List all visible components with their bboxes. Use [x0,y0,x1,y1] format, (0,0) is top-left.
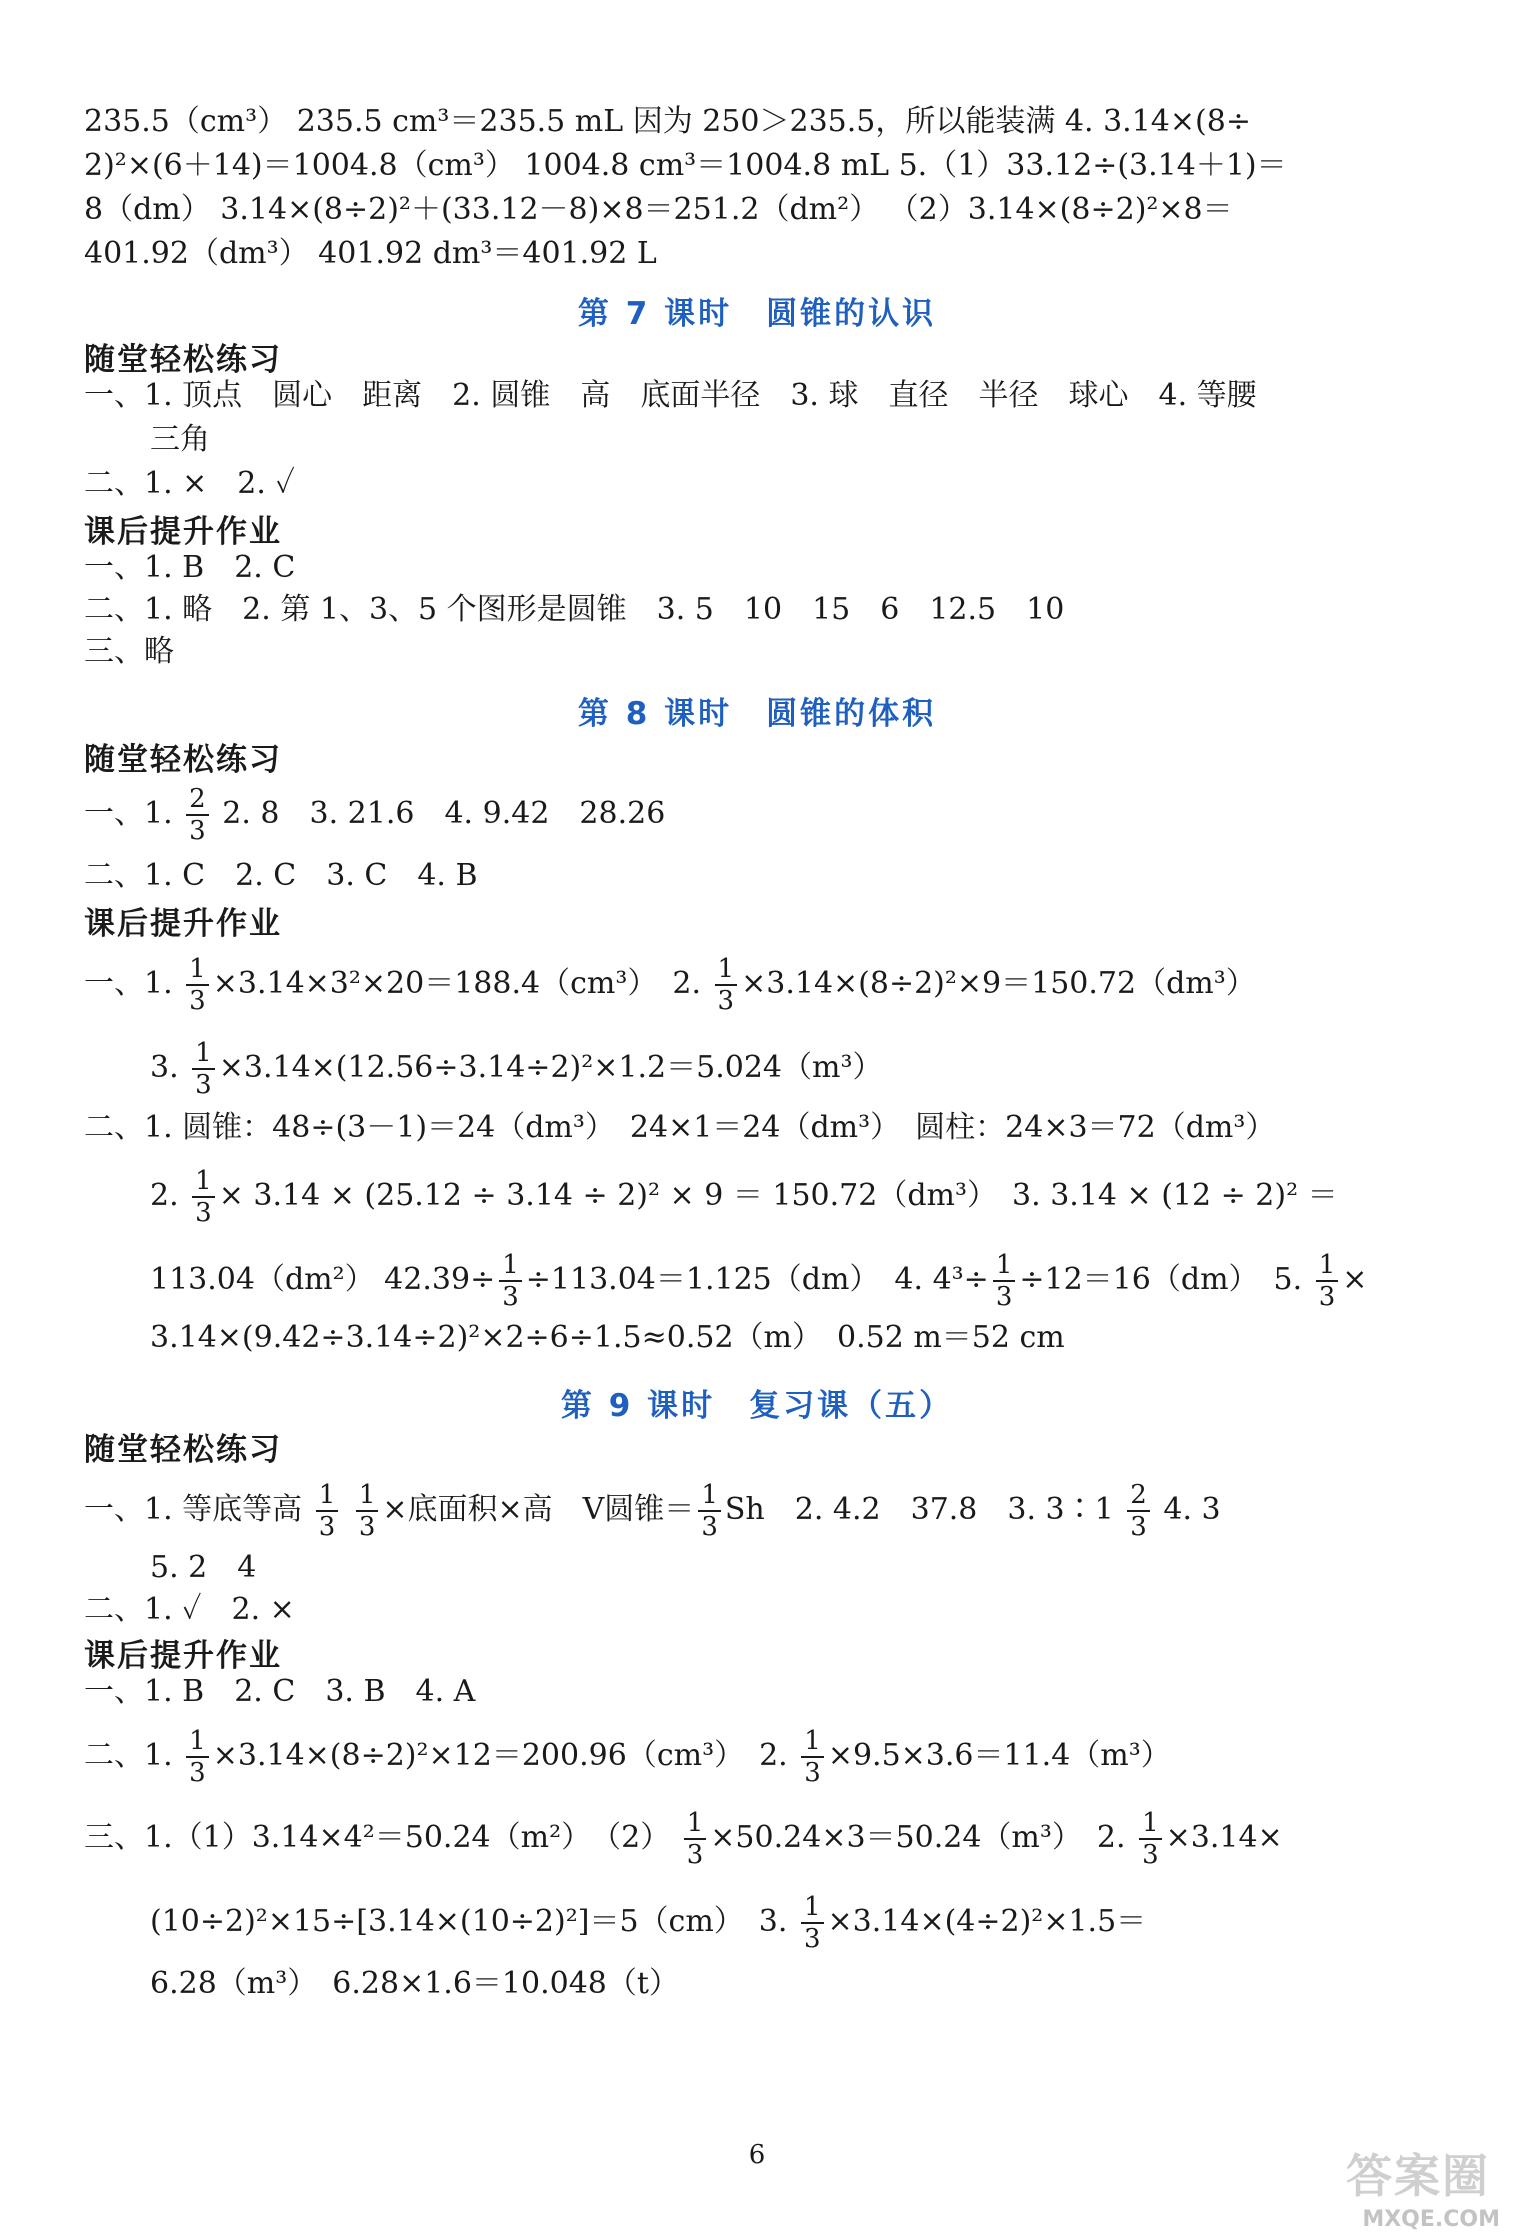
fraction [192,1168,215,1226]
frac-num: 1 [499,1252,522,1282]
watermark-site-text: MXQE.COM [1362,2207,1500,2232]
text-line [150,1894,1428,1952]
frac-num: 1 [186,1728,209,1758]
fraction [186,956,209,1014]
section-heading: 课后提升作业 [84,906,282,942]
frac-num: 1 [316,1482,339,1512]
text-seg: 一、1. 等底等高 [84,1492,303,1527]
frac-den: 3 [803,1924,821,1954]
text-line: 二、1. 圆锥：48÷(3－1)＝24（dm³） 24×1＝24（dm³） 圆柱：24×3＝72（dm³） [84,1110,1276,1145]
frac-den: 3 [189,816,206,846]
text-line: 二、1. 略 2. 第 1、3、5 个图形是圆锥 3. 5 10 15 6 12.5 10 [84,592,1065,627]
text-line [150,1252,1428,1310]
fraction [356,1482,379,1540]
frac-den: 3 [502,1282,519,1312]
frac-num: 1 [801,1728,824,1758]
text-line: 6.28（m³） 6.28×1.6＝10.048（t） [150,1966,679,2001]
frac-num: 1 [715,956,738,986]
frac-num: 2 [186,786,209,816]
text-seg: 一、1. [84,796,173,831]
frac-num: 1 [186,956,209,986]
section-heading: 随堂轻松练习 [84,342,282,378]
fraction [715,956,738,1014]
frac-den: 3 [1318,1282,1336,1312]
frac-den: 3 [195,1198,212,1228]
frac-den: 3 [701,1512,718,1542]
frac-num: 1 [1316,1252,1339,1282]
text-seg: ×3.14×(4÷2)²×1.5＝ [827,1904,1147,1939]
fraction [801,1728,824,1786]
text-seg: ×3.14×(8÷2)²×9＝150.72（dm³） [741,966,1256,1001]
text-seg: 4. 3 [1163,1492,1221,1527]
section-heading: 随堂轻松练习 [84,742,282,778]
fraction [192,1040,215,1098]
text-seg: 一、1. [84,966,173,1001]
text-line [84,786,1428,844]
frac-num: 1 [1139,1810,1162,1840]
text-seg: 三、1.（1）3.14×4²＝50.24（m²） （2） [84,1820,671,1855]
section-heading: 课后提升作业 [84,1638,282,1674]
lesson-9-title: 第 9 课时 复习课（五） [560,1388,954,1424]
frac-den: 3 [1142,1840,1159,1870]
text-line: 二、1. ✓ 2. × [84,1592,295,1627]
text-seg: ×9.5×3.6＝11.4（m³） [827,1738,1171,1773]
text-line: 5. 2 4 [150,1550,257,1585]
fraction [684,1810,707,1868]
frac-den: 3 [686,1840,704,1870]
text-line: 8（dm） 3.14×(8÷2)²＋(33.12－8)×8＝251.2（dm²） （2）3.14×(8÷2)²×8＝ [84,192,1233,227]
text-line [84,1810,1428,1868]
text-line: 235.5（cm³） 235.5 cm³＝235.5 mL 因为 250＞235.5，所以能装满 4. 3.14×(8÷ [84,104,1251,139]
fraction [1139,1810,1162,1868]
text-line [84,1728,1428,1786]
text-seg: 3. [150,1050,179,1085]
text-seg: ÷113.04＝1.125（dm） 4. 4³÷ [525,1262,989,1297]
fraction [316,1482,339,1540]
text-line: 二、1. C 2. C 3. C 4. B [84,858,478,893]
page-number: 6 [748,2140,766,2170]
fraction [499,1252,522,1310]
text-line [150,1040,1428,1098]
fraction [1127,1482,1150,1540]
frac-num: 1 [801,1894,824,1924]
text-seg: 2. [150,1178,179,1213]
frac-den: 3 [318,1512,336,1542]
frac-den: 3 [358,1512,376,1542]
fraction [186,1728,209,1786]
text-seg: × 3.14 × (25.12 ÷ 3.14 ÷ 2)² × 9 ＝ 150.72（dm³） 3. 3.14 × (12 ÷ 2)² ＝ [218,1178,1338,1213]
text-seg: (10÷2)²×15÷[3.14×(10÷2)²]＝5（cm） 3. [150,1904,788,1939]
text-line: 三角 [150,422,210,457]
section-heading: 课后提升作业 [84,514,282,550]
text-line: 二、1. × 2. ✓ [84,466,295,501]
text-line: 一、1. B 2. C 3. B 4. A [84,1674,476,1709]
fraction [993,1252,1016,1310]
frac-den: 3 [804,1758,821,1788]
frac-num: 1 [993,1252,1016,1282]
watermark-logo-text: 答案圈 [1346,2149,1490,2203]
text-line: 一、1. 顶点 圆心 距离 2. 圆锥 高 底面半径 3. 球 直径 半径 球心 4. 等腰 [84,378,1257,413]
text-seg: 113.04（dm²） 42.39÷ [150,1262,496,1297]
text-line: 401.92（dm³） 401.92 dm³＝401.92 L [84,236,657,271]
text-line [84,1482,1428,1540]
text-seg: ×3.14×(12.56÷3.14÷2)²×1.2＝5.024（m³） [218,1050,883,1085]
lesson-7-title: 第 7 课时 圆锥的认识 [577,296,937,332]
frac-num: 1 [698,1482,721,1512]
text-seg: ×3.14×3²×20＝188.4（cm³） 2. [212,966,701,1001]
fraction [801,1894,824,1952]
text-seg: 二、1. [84,1738,173,1773]
text-seg: Sh 2. 4.2 37.8 3. 3∶1 [724,1492,1114,1527]
text-line [84,956,1428,1014]
fraction [698,1482,721,1540]
frac-num: 1 [684,1810,707,1840]
text-seg: 2. 8 3. 21.6 4. 9.42 28.26 [222,796,666,831]
watermark-logo [1310,2140,1500,2236]
text-line: 三、略 [84,634,174,669]
frac-den: 3 [995,1282,1013,1312]
frac-num: 1 [356,1482,379,1512]
frac-den: 3 [717,986,735,1016]
frac-den: 3 [189,986,206,1016]
text-seg: ÷12＝16（dm） 5. [1019,1262,1303,1297]
fraction [186,786,209,844]
text-line: 3.14×(9.42÷3.14÷2)²×2÷6÷1.5≈0.52（m） 0.52 m＝52 cm [150,1320,1065,1355]
frac-num: 1 [192,1168,215,1198]
frac-num: 1 [192,1040,215,1070]
text-seg: ×3.14×(8÷2)²×12＝200.96（cm³） 2. [212,1738,788,1773]
text-seg: ×底面积×高 V圆锥＝ [382,1492,695,1527]
text-seg: × [1342,1262,1368,1297]
lesson-8-title: 第 8 课时 圆锥的体积 [577,696,937,732]
text-line [150,1168,1428,1226]
frac-den: 3 [189,1758,206,1788]
text-seg: ×50.24×3＝50.24（m³） 2. [710,1820,1126,1855]
frac-den: 3 [1130,1512,1147,1542]
text-line: 2)²×(6＋14)＝1004.8（cm³） 1004.8 cm³＝1004.8 mL 5.（1）33.12÷(3.14＋1)＝ [84,148,1287,183]
text-seg: ×3.14× [1165,1820,1283,1855]
frac-num: 2 [1127,1482,1150,1512]
frac-den: 3 [195,1070,212,1100]
text-line: 一、1. B 2. C [84,550,296,585]
fraction [1316,1252,1339,1310]
section-heading: 随堂轻松练习 [84,1432,282,1468]
